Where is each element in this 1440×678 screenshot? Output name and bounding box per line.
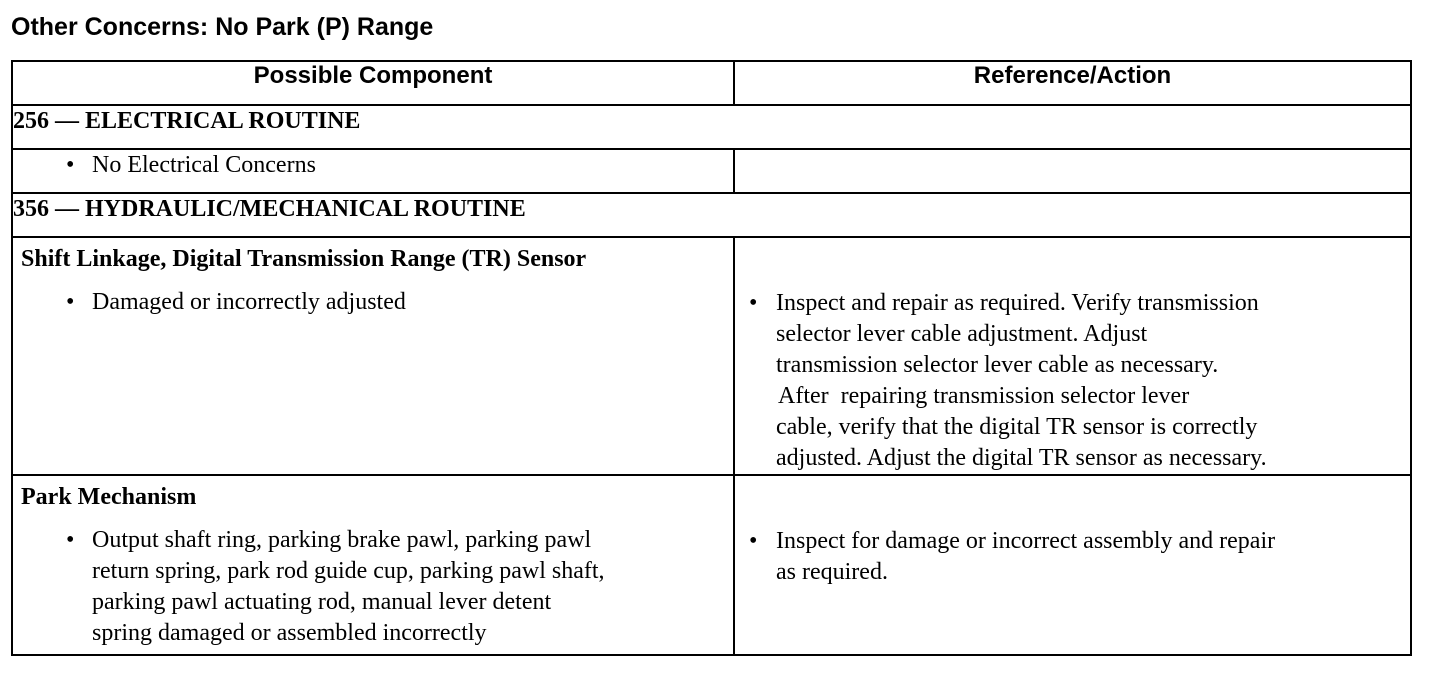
list-item: [13, 150, 733, 181]
action-line: selector lever cable adjustment. Adjust: [776, 321, 1148, 347]
column-header-component: Possible Component: [12, 61, 734, 105]
section-heading-electrical: 256 — ELECTRICAL ROUTINE: [12, 105, 1411, 149]
column-header-reference: Reference/Action: [734, 61, 1411, 105]
action-line: as required.: [776, 559, 888, 585]
bullet-icon: •: [749, 528, 758, 554]
page-title: Other Concerns: No Park (P) Range: [11, 13, 434, 41]
list-item-line: parking pawl actuating rod, manual lever detent: [92, 589, 552, 615]
table-row-shift-linkage: [12, 237, 1411, 475]
component-label: Shift Linkage, Digital Transmission Range (TR) Sensor: [21, 246, 587, 272]
action-line: Inspect and repair as required. Verify transmission: [776, 290, 1259, 316]
list-item-line: return spring, park rod guide cup, parking pawl shaft,: [92, 558, 605, 584]
list-item-line: spring damaged or assembled incorrectly: [92, 620, 487, 646]
action-line: adjusted. Adjust the digital TR sensor as necessary.: [776, 445, 1267, 471]
reference-cell: [734, 475, 1411, 655]
table-header-row: [12, 61, 1411, 105]
reference-cell: [734, 237, 1411, 475]
bullet-icon: •: [66, 527, 75, 553]
action-line: After repairing transmission selector lever: [778, 383, 1190, 409]
list-item-line: Output shaft ring, parking brake pawl, parking pawl: [92, 527, 592, 553]
list-item-text: Damaged or incorrectly adjusted: [92, 289, 406, 315]
bullet-icon: •: [66, 152, 75, 178]
table-row-park-mechanism: [12, 475, 1411, 655]
action-line: Inspect for damage or incorrect assembly and repair: [776, 528, 1276, 554]
component-cell: [12, 149, 734, 193]
diagnostic-table: [11, 60, 1412, 656]
reference-cell-empty: [734, 149, 1411, 193]
bullet-icon: •: [66, 289, 75, 315]
component-cell: [12, 237, 734, 475]
action-line: transmission selector lever cable as necessary.: [776, 352, 1219, 378]
action-line: cable, verify that the digital TR sensor is correctly: [776, 414, 1258, 440]
list-item: [13, 525, 733, 649]
table-row-electrical-item: [12, 149, 1411, 193]
section-row-hydraulic: [12, 193, 1411, 237]
section-heading-hydraulic: 356 — HYDRAULIC/MECHANICAL ROUTINE: [12, 193, 1411, 237]
bullet-icon: •: [749, 290, 758, 316]
component-label: Park Mechanism: [21, 484, 197, 510]
list-item-text: No Electrical Concerns: [92, 152, 316, 178]
component-cell: [12, 475, 734, 655]
list-item: [13, 287, 733, 318]
section-row-electrical: [12, 105, 1411, 149]
action-item: [735, 526, 1410, 588]
action-item: [735, 288, 1410, 474]
